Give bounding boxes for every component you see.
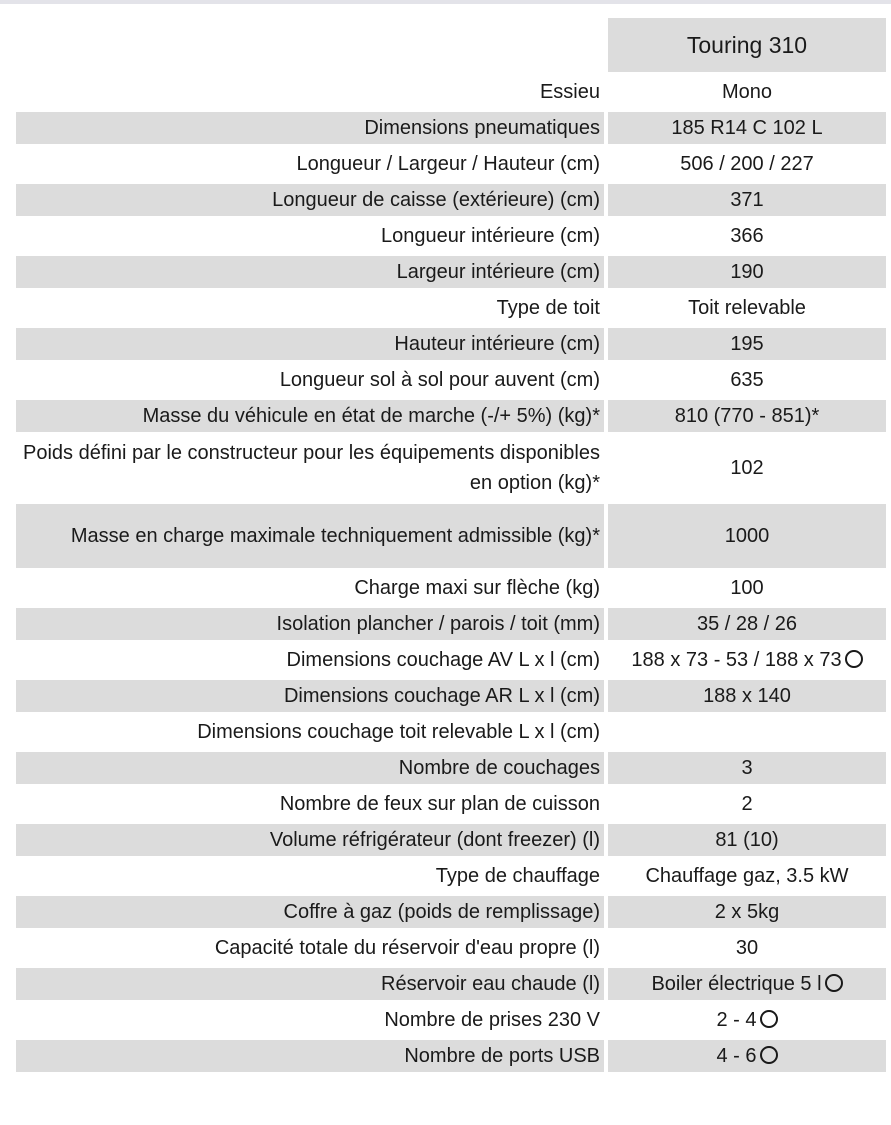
spec-row: [16, 572, 886, 608]
spec-row: [16, 1004, 886, 1040]
spec-value: 185 R14 C 102 L: [671, 117, 823, 139]
spec-value-cell: [608, 436, 886, 504]
spec-row: [16, 504, 886, 572]
spec-value-cell: [608, 220, 886, 256]
spec-label: Volume réfrigérateur (dont freezer) (l): [16, 824, 604, 860]
spec-value-cell: [608, 76, 886, 112]
spec-value-cell: [608, 968, 886, 1004]
spec-label: Masse du véhicule en état de marche (-/+ 5%) (kg)*: [16, 400, 604, 436]
spec-label: Longueur sol à sol pour auvent (cm): [16, 364, 604, 400]
spec-value-cell: [608, 504, 886, 572]
spec-row: [16, 400, 886, 436]
spec-row: [16, 932, 886, 968]
optional-circle-icon: [760, 1046, 778, 1064]
spec-value: 506 / 200 / 227: [680, 153, 814, 175]
spec-table: [16, 18, 886, 1076]
spec-value-cell: [608, 364, 886, 400]
spec-label: Longueur de caisse (extérieure) (cm): [16, 184, 604, 220]
spec-row: [16, 752, 886, 788]
spec-value: 366: [730, 225, 764, 247]
spec-value: 4 - 6: [716, 1045, 757, 1067]
spec-value-cell: [608, 896, 886, 932]
spec-value-cell: [608, 932, 886, 968]
spec-value-cell: [608, 400, 886, 436]
spec-value-cell: [608, 608, 886, 644]
optional-circle-icon: [825, 974, 843, 992]
spec-label: Nombre de prises 230 V: [16, 1004, 604, 1040]
spec-label: Dimensions couchage AV L x l (cm): [16, 644, 604, 680]
spec-value: 100: [730, 577, 764, 599]
spec-label: Largeur intérieure (cm): [16, 256, 604, 292]
spec-label: Essieu: [16, 76, 604, 112]
spec-value: 81 (10): [715, 829, 779, 851]
spec-value: Mono: [721, 81, 773, 103]
top-divider: [0, 0, 891, 4]
spec-value: 2 - 4: [716, 1009, 757, 1031]
spec-value-cell: [608, 824, 886, 860]
spec-row: [16, 608, 886, 644]
spec-value-cell: [608, 112, 886, 148]
spec-row: [16, 824, 886, 860]
spec-value-cell: [608, 860, 886, 896]
spec-value: 2 x 5kg: [714, 901, 780, 923]
spec-label: Longueur intérieure (cm): [16, 220, 604, 256]
model-header: Touring 310: [608, 18, 886, 76]
spec-value-cell: [608, 148, 886, 184]
spec-label: Masse en charge maximale techniquement admissible (kg)*: [16, 504, 604, 572]
spec-value-cell: [608, 572, 886, 608]
spec-label: Type de chauffage: [16, 860, 604, 896]
spec-row: [16, 364, 886, 400]
spec-row: [16, 644, 886, 680]
spec-row: [16, 896, 886, 932]
spec-value-cell: [608, 292, 886, 328]
spec-label: Type de toit: [16, 292, 604, 328]
spec-row: [16, 184, 886, 220]
spec-value: Chauffage gaz, 3.5 kW: [645, 865, 849, 887]
spec-label: Isolation plancher / parois / toit (mm): [16, 608, 604, 644]
spec-value: Toit relevable: [688, 297, 806, 319]
spec-value: 190: [730, 261, 764, 283]
spec-row: [16, 860, 886, 896]
spec-label: Charge maxi sur flèche (kg): [16, 572, 604, 608]
header-row: [16, 18, 886, 76]
spec-value: 195: [730, 333, 764, 355]
spec-row: [16, 148, 886, 184]
spec-value: 810 (770 - 851)*: [674, 405, 820, 427]
spec-row: [16, 292, 886, 328]
spec-row: [16, 220, 886, 256]
spec-row: [16, 680, 886, 716]
spec-label: Hauteur intérieure (cm): [16, 328, 604, 364]
spec-value: 188 x 140: [703, 685, 791, 707]
spec-value-cell: [608, 184, 886, 220]
optional-circle-icon: [760, 1010, 778, 1028]
spec-value-cell: [608, 680, 886, 716]
spec-value-cell: [608, 328, 886, 364]
spec-value: 30: [735, 937, 759, 959]
spec-label: Nombre de feux sur plan de cuisson: [16, 788, 604, 824]
spec-value: 35 / 28 / 26: [696, 613, 798, 635]
spec-row: [16, 76, 886, 112]
spec-value: 3: [741, 757, 753, 779]
spec-value-cell: [608, 716, 886, 752]
spec-label: Coffre à gaz (poids de remplissage): [16, 896, 604, 932]
spec-label: Dimensions couchage toit relevable L x l (cm): [16, 716, 604, 752]
spec-label: Nombre de ports USB: [16, 1040, 604, 1076]
spec-row: [16, 328, 886, 364]
spec-label: Capacité totale du réservoir d'eau propre (l): [16, 932, 604, 968]
spec-body: [16, 76, 886, 1076]
spec-row: [16, 716, 886, 752]
spec-row: [16, 788, 886, 824]
spec-value: Boiler électrique 5 l: [651, 973, 822, 995]
spec-value-cell: [608, 788, 886, 824]
spec-value: 188 x 73 - 53 / 188 x 73: [631, 649, 842, 671]
spec-label: Dimensions couchage AR L x l (cm): [16, 680, 604, 716]
spec-value: 2: [741, 793, 753, 815]
spec-row: [16, 968, 886, 1004]
header-blank: [16, 18, 604, 76]
spec-label: Dimensions pneumatiques: [16, 112, 604, 148]
spec-value-cell: [608, 1040, 886, 1076]
optional-circle-icon: [845, 650, 863, 668]
spec-row: [16, 112, 886, 148]
spec-value-cell: [608, 752, 886, 788]
spec-value: 371: [730, 189, 764, 211]
spec-value-cell: [608, 256, 886, 292]
spec-value-cell: [608, 1004, 886, 1040]
spec-label: Réservoir eau chaude (l): [16, 968, 604, 1004]
spec-label: Longueur / Largeur / Hauteur (cm): [16, 148, 604, 184]
spec-label: Poids défini par le constructeur pour les équipements disponibles en option (kg)*: [16, 436, 604, 504]
spec-value: 635: [730, 369, 764, 391]
spec-value: 1000: [724, 525, 770, 547]
spec-row: [16, 256, 886, 292]
spec-value-cell: [608, 644, 886, 680]
spec-row: [16, 1040, 886, 1076]
spec-value: 102: [730, 457, 764, 479]
spec-row: [16, 436, 886, 504]
spec-label: Nombre de couchages: [16, 752, 604, 788]
